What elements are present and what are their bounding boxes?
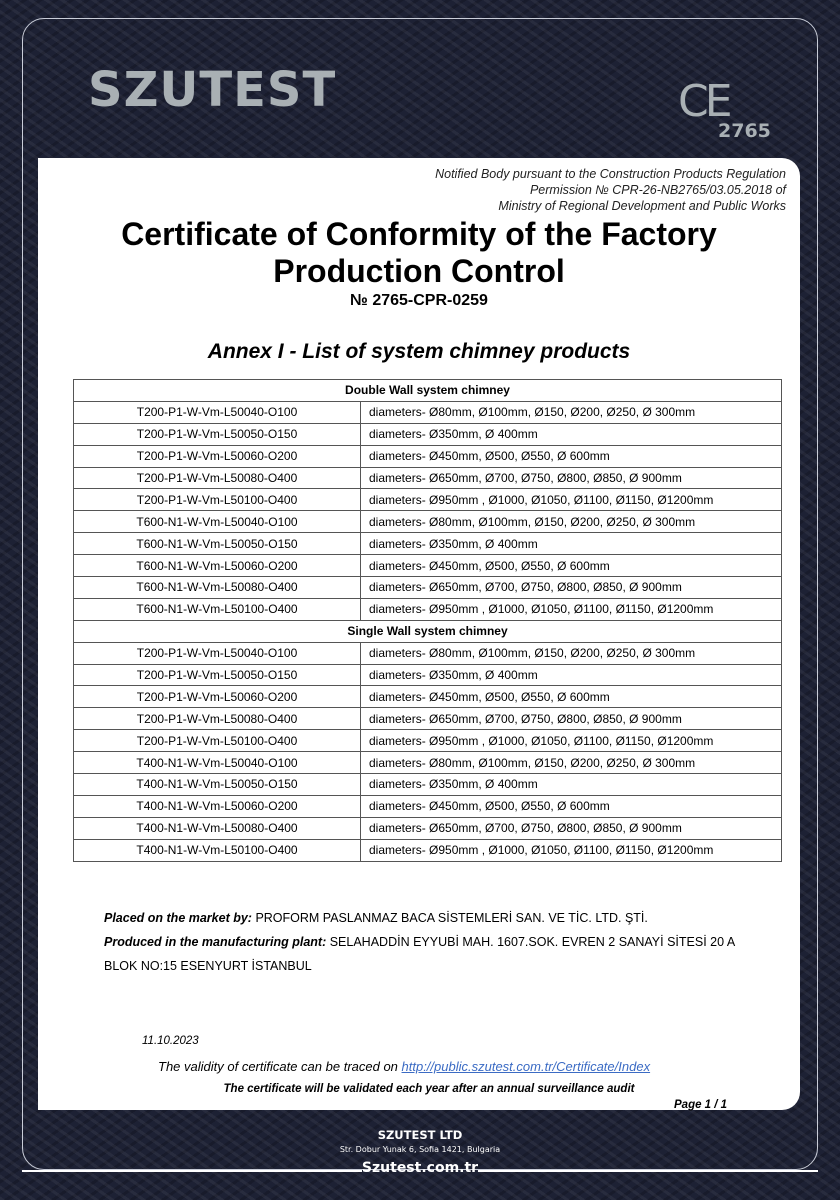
table-row	[74, 467, 782, 489]
manufacturer-info	[104, 906, 764, 978]
section-title: Double Wall system chimney	[74, 380, 782, 402]
product-code: T200-P1-W-Vm-L50080-O400	[74, 708, 361, 730]
table-row	[74, 686, 782, 708]
validity-link[interactable]: http://public.szutest.com.tr/Certificate/Index	[401, 1059, 651, 1074]
table-row	[74, 795, 782, 817]
product-diameters: diameters- Ø950mm , Ø1000, Ø1050, Ø1100, Ø1150, Ø1200mm	[361, 489, 782, 511]
table-row	[74, 839, 782, 861]
section-header-row	[74, 380, 782, 402]
title-line: Certificate of Conformity of the Factory	[121, 216, 717, 252]
product-diameters: diameters- Ø350mm, Ø 400mm	[361, 423, 782, 445]
product-diameters: diameters- Ø950mm , Ø1000, Ø1050, Ø1100, Ø1150, Ø1200mm	[361, 598, 782, 620]
table-row	[74, 533, 782, 555]
validity-text	[158, 1059, 650, 1074]
ce-number: 2765	[718, 120, 771, 142]
table-row	[74, 642, 782, 664]
szutest-logo: SZUTEST	[88, 62, 337, 118]
product-code: T200-P1-W-Vm-L50050-O150	[74, 664, 361, 686]
product-diameters: diameters- Ø450mm, Ø500, Ø550, Ø 600mm	[361, 555, 782, 577]
table-row	[74, 555, 782, 577]
product-diameters: diameters- Ø450mm, Ø500, Ø550, Ø 600mm	[361, 445, 782, 467]
audit-note: The certificate will be validated each year after an annual surveillance audit	[223, 1083, 635, 1095]
table-row	[74, 598, 782, 620]
annex-title: Annex I - List of system chimney products	[207, 340, 631, 363]
product-code: T200-P1-W-Vm-L50080-O400	[74, 467, 361, 489]
issue-date: 11.10.2023	[142, 1035, 199, 1047]
table-row	[74, 774, 782, 796]
page-number: Page 1 / 1	[674, 1099, 728, 1111]
product-code: T200-P1-W-Vm-L50060-O200	[74, 686, 361, 708]
produced-value: SELAHADDİN EYYUBİ MAH. 1607.SOK. EVREN 2 SANAYİ SİTESİ 20 A BLOK NO:15 ESENYURT İSTANBUL	[104, 935, 735, 973]
product-code: T200-P1-W-Vm-L50100-O400	[74, 730, 361, 752]
table-row	[74, 577, 782, 599]
product-code: T200-P1-W-Vm-L50040-O100	[74, 401, 361, 423]
table-row	[74, 401, 782, 423]
placed-value: PROFORM PASLANMAZ BACA SİSTEMLERİ SAN. VE TİC. LTD. ŞTİ.	[251, 911, 648, 925]
product-diameters: diameters- Ø350mm, Ø 400mm	[361, 664, 782, 686]
product-diameters: diameters- Ø80mm, Ø100mm, Ø150, Ø200, Ø250, Ø 300mm	[361, 752, 782, 774]
table-row	[74, 511, 782, 533]
product-diameters: diameters- Ø80mm, Ø100mm, Ø150, Ø200, Ø250, Ø 300mm	[361, 401, 782, 423]
product-diameters: diameters- Ø650mm, Ø700, Ø750, Ø800, Ø850, Ø 900mm	[361, 708, 782, 730]
product-code: T600-N1-W-Vm-L50050-O150	[74, 533, 361, 555]
footer-website[interactable]: Szutest.com.tr	[361, 1160, 479, 1176]
product-code: T200-P1-W-Vm-L50050-O150	[74, 423, 361, 445]
product-code: T400-N1-W-Vm-L50100-O400	[74, 839, 361, 861]
product-diameters: diameters- Ø80mm, Ø100mm, Ø150, Ø200, Ø250, Ø 300mm	[361, 642, 782, 664]
product-diameters: diameters- Ø650mm, Ø700, Ø750, Ø800, Ø850, Ø 900mm	[361, 817, 782, 839]
placed-label: Placed on the market by:	[104, 911, 252, 925]
section-header-row	[74, 620, 782, 642]
section-title: Single Wall system chimney	[74, 620, 782, 642]
validity-label: The validity of certificate can be traced on	[158, 1059, 402, 1074]
product-code: T400-N1-W-Vm-L50040-O100	[74, 752, 361, 774]
product-diameters: diameters- Ø450mm, Ø500, Ø550, Ø 600mm	[361, 795, 782, 817]
product-code: T200-P1-W-Vm-L50100-O400	[74, 489, 361, 511]
table-row	[74, 817, 782, 839]
title-line: Production Control	[273, 253, 565, 289]
product-diameters: diameters- Ø80mm, Ø100mm, Ø150, Ø200, Ø250, Ø 300mm	[361, 511, 782, 533]
notified-body-text	[435, 166, 786, 214]
table-row	[74, 423, 782, 445]
footer-rule	[478, 1170, 818, 1172]
notified-line: Permission № CPR-26-NB2765/03.05.2018 of	[529, 183, 786, 197]
product-code: T400-N1-W-Vm-L50080-O400	[74, 817, 361, 839]
product-code: T200-P1-W-Vm-L50040-O100	[74, 642, 361, 664]
product-diameters: diameters- Ø950mm , Ø1000, Ø1050, Ø1100, Ø1150, Ø1200mm	[361, 730, 782, 752]
footer-company: SZUTEST LTD	[377, 1128, 463, 1142]
product-code: T400-N1-W-Vm-L50060-O200	[74, 795, 361, 817]
product-diameters: diameters- Ø950mm , Ø1000, Ø1050, Ø1100, Ø1150, Ø1200mm	[361, 839, 782, 861]
produced-label: Produced in the manufacturing plant:	[104, 935, 327, 949]
product-code: T400-N1-W-Vm-L50050-O150	[74, 774, 361, 796]
certificate-title	[38, 216, 800, 290]
product-code: T600-N1-W-Vm-L50080-O400	[74, 577, 361, 599]
product-diameters: diameters- Ø650mm, Ø700, Ø750, Ø800, Ø850, Ø 900mm	[361, 467, 782, 489]
products-table	[73, 379, 782, 862]
table-row	[74, 752, 782, 774]
table-row	[74, 708, 782, 730]
ce-mark-icon: CE	[678, 76, 729, 127]
table-row	[74, 445, 782, 467]
product-diameters: diameters- Ø350mm, Ø 400mm	[361, 533, 782, 555]
certificate-number: № 2765-CPR-0259	[350, 292, 488, 309]
table-row	[74, 730, 782, 752]
product-diameters: diameters- Ø650mm, Ø700, Ø750, Ø800, Ø850, Ø 900mm	[361, 577, 782, 599]
product-diameters: diameters- Ø450mm, Ø500, Ø550, Ø 600mm	[361, 686, 782, 708]
product-code: T600-N1-W-Vm-L50100-O400	[74, 598, 361, 620]
product-code: T600-N1-W-Vm-L50040-O100	[74, 511, 361, 533]
table-row	[74, 489, 782, 511]
product-code: T600-N1-W-Vm-L50060-O200	[74, 555, 361, 577]
table-row	[74, 664, 782, 686]
product-diameters: diameters- Ø350mm, Ø 400mm	[361, 774, 782, 796]
notified-line: Ministry of Regional Development and Public Works	[498, 199, 786, 213]
product-code: T200-P1-W-Vm-L50060-O200	[74, 445, 361, 467]
footer-address: Str. Dobur Yunak 6, Sofia 1421, Bulgaria	[339, 1145, 501, 1154]
notified-line: Notified Body pursuant to the Construction Products Regulation	[435, 167, 786, 181]
